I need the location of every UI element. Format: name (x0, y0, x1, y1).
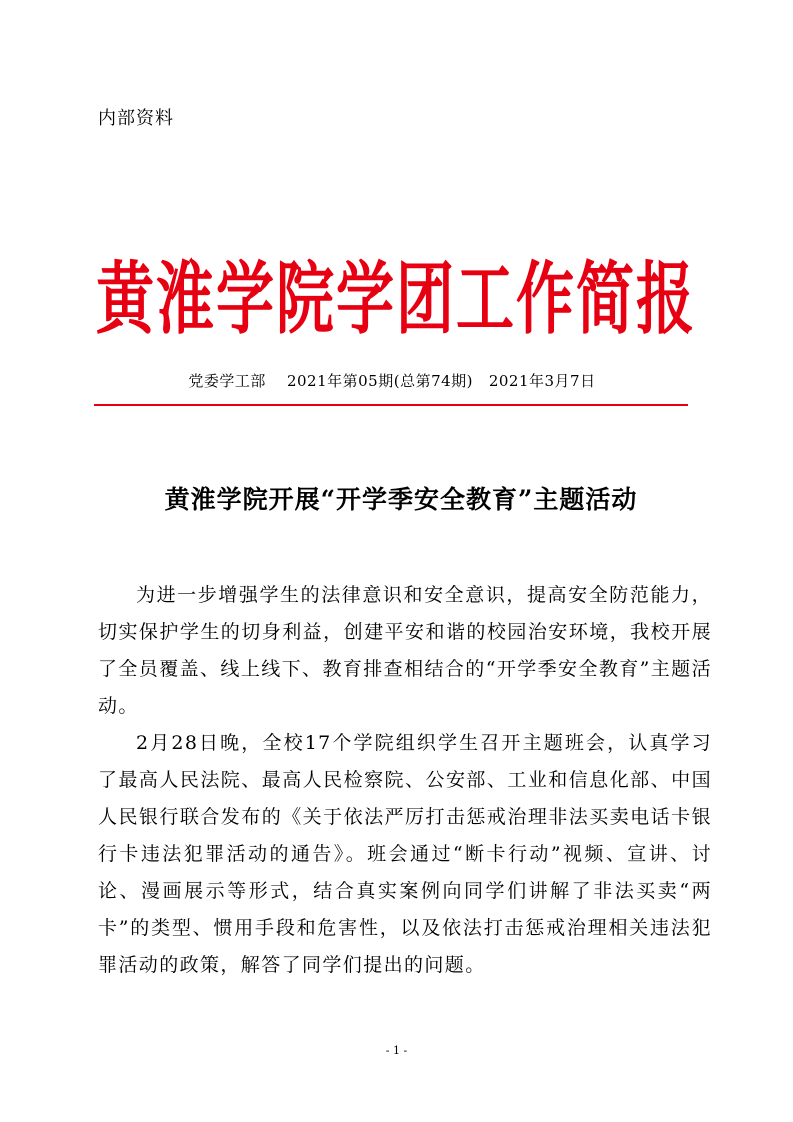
article-body (98, 577, 712, 984)
issue-meta-line: 党委学工部 2021年第05期(总第74期) 2021年3月7日 (188, 372, 596, 390)
paragraph-1: 为进一步增强学生的法律意识和安全意识，提高安全防范能力，切实保护学生的切身利益，创建平安和谐的校园治安环境，我校开展了全员覆盖、线上线下、教育排查相结合的“开学季安全教育”主题活动。 (98, 584, 712, 717)
paragraph-2: 2月28日晚，全校17个学院组织学生召开主题班会，认真学习了最高人民法院、最高人民检察院、公安部、工业和信息化部、中国人民银行联合发布的《关于依法严厉打击惩戒治理非法买卖电话卡银行卡违法犯罪活动的通告》。班会通过“断卡行动”视频、宣讲、讨论、漫画展示等形式，结合真实案例向同学们讲解了非法买卖“两卡”的类型、惯用手段和危害性，以及依法打击惩戒治理相关违法犯罪活动的政策，解答了同学们提出的问题。 (98, 732, 712, 976)
masthead-title: 黄淮学院学团工作简报 (96, 252, 697, 345)
internal-material-label: 内部资料 (98, 108, 174, 129)
article-headline: 黄淮学院开展“开学季安全教育”主题活动 (164, 485, 638, 514)
page-number: - 1 - (385, 1044, 408, 1057)
red-divider-rule (94, 404, 688, 406)
